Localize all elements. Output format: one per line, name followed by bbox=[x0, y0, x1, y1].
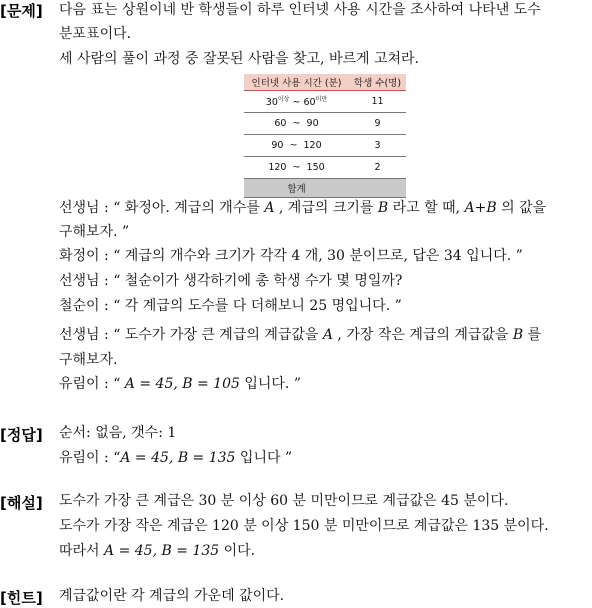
problem-line-3: 세 사람의 풀이 과정 중 잘못된 사람을 찾고, 바르게 고쳐라. bbox=[59, 51, 420, 67]
dialogue-line-4: 선생님 : “ 철순이가 생각하기에 총 학생 수가 몇 명일까? bbox=[59, 273, 403, 289]
range-cell bbox=[244, 91, 349, 113]
math-var: B bbox=[512, 327, 524, 343]
dialogue-text: 입니다. ” bbox=[239, 376, 301, 392]
math-expr: A = 45, B = 105 bbox=[124, 376, 240, 392]
problem-tag: [문제] bbox=[0, 2, 43, 20]
math-var: A bbox=[264, 200, 275, 216]
range-tilde: ~ bbox=[292, 97, 301, 109]
table-total-row bbox=[244, 179, 406, 198]
dialogue-text: 유림이 : “ bbox=[59, 376, 125, 392]
table-row bbox=[244, 113, 406, 135]
range-to: 90 bbox=[306, 118, 319, 129]
dialogue-line-5: 철순이 : “ 각 계급의 도수를 다 더해보니 25 명입니다. ” bbox=[59, 298, 402, 314]
count-cell: 3 bbox=[349, 135, 406, 157]
frequency-table bbox=[244, 74, 406, 198]
explanation-line-1: 도수가 가장 큰 계급은 30 분 이상 60 분 미만이므로 계급값은 45 분이다. bbox=[59, 493, 509, 509]
hint-line-1: 계급값이란 각 계급의 가운데 값이다. bbox=[59, 588, 285, 604]
range-cell bbox=[244, 135, 349, 157]
dialogue-text: 라고 할 때, bbox=[388, 200, 465, 216]
dialogue-text: 선생님 : “ 화정아. 계급의 개수를 bbox=[59, 200, 265, 216]
math-expr: A = 45, B = 135 bbox=[120, 450, 236, 466]
math-var: B bbox=[377, 200, 389, 216]
explanation-text: 따라서 bbox=[59, 543, 105, 559]
explanation-line-2: 도수가 가장 작은 계급은 120 분 이상 150 분 미만이므로 계급값은 135 분이다. bbox=[59, 518, 549, 534]
dialogue-text: 를 bbox=[523, 327, 542, 343]
table-row bbox=[244, 157, 406, 179]
answer-line-2 bbox=[59, 448, 292, 468]
table-header-row bbox=[244, 74, 406, 91]
hint-tag: [힌트] bbox=[0, 589, 43, 607]
dialogue-line-1 bbox=[59, 198, 546, 218]
range-from: 120 bbox=[268, 162, 287, 173]
dialogue-line-6 bbox=[59, 325, 541, 345]
header-count: 학생 수(명) bbox=[349, 74, 406, 91]
dialogue-line-8 bbox=[59, 374, 301, 394]
range-from: 90 bbox=[271, 140, 284, 151]
range-tilde: ~ bbox=[292, 162, 301, 173]
explanation-line-3 bbox=[59, 541, 255, 561]
range-cell bbox=[244, 157, 349, 179]
answer-tag: [정답] bbox=[0, 426, 43, 444]
answer-line-1: 순서: 없음, 갯수: 1 bbox=[59, 425, 177, 441]
dialogue-line-2: 구해보자. ” bbox=[59, 224, 130, 240]
dialogue-line-7: 구해보자. bbox=[59, 352, 118, 368]
dialogue-text: , 계급의 크기를 bbox=[274, 200, 378, 216]
range-to: 60 bbox=[303, 97, 316, 109]
answer-text: 유림이 : “ bbox=[59, 450, 121, 466]
to-note: 미만 bbox=[315, 96, 328, 104]
table-row bbox=[244, 91, 406, 113]
math-var: A bbox=[322, 327, 333, 343]
explanation-tag: [해설] bbox=[0, 494, 43, 512]
problem-line-2: 분포표이다. bbox=[59, 26, 132, 42]
header-time: 인터넷 사용 시간 (분) bbox=[244, 74, 349, 91]
math-expr: A+B bbox=[464, 200, 497, 216]
range-from: 30 bbox=[265, 97, 278, 109]
range-tilde: ~ bbox=[292, 118, 301, 129]
dialogue-text: 선생님 : “ 도수가 가장 큰 계급의 계급값을 bbox=[59, 327, 323, 343]
range-tilde: ~ bbox=[289, 140, 298, 151]
table-row bbox=[244, 135, 406, 157]
count-cell: 9 bbox=[349, 113, 406, 135]
dialogue-line-3: 화정이 : “ 계급의 개수와 크기가 각각 4 개, 30 분이므로, 답은 34 입니다. ” bbox=[59, 248, 523, 264]
answer-text: 입니다 ” bbox=[235, 450, 293, 466]
range-cell bbox=[244, 113, 349, 135]
total-value bbox=[349, 179, 406, 198]
count-cell: 2 bbox=[349, 157, 406, 179]
range-to: 150 bbox=[306, 162, 325, 173]
total-label: 합계 bbox=[244, 179, 349, 198]
dialogue-text: , 가장 작은 계급의 계급값을 bbox=[332, 327, 513, 343]
count-cell: 11 bbox=[349, 91, 406, 113]
dialogue-text: 의 값을 bbox=[496, 200, 547, 216]
range-to: 120 bbox=[303, 140, 322, 151]
math-expr: A = 45, B = 135 bbox=[104, 543, 220, 559]
problem-line-1: 다음 표는 상원이네 반 학생들이 하루 인터넷 사용 시간을 조사하여 나타낸 도수 bbox=[59, 2, 541, 18]
explanation-text: 이다. bbox=[219, 543, 256, 559]
range-from: 60 bbox=[274, 118, 287, 129]
from-note: 이상 bbox=[277, 96, 290, 104]
